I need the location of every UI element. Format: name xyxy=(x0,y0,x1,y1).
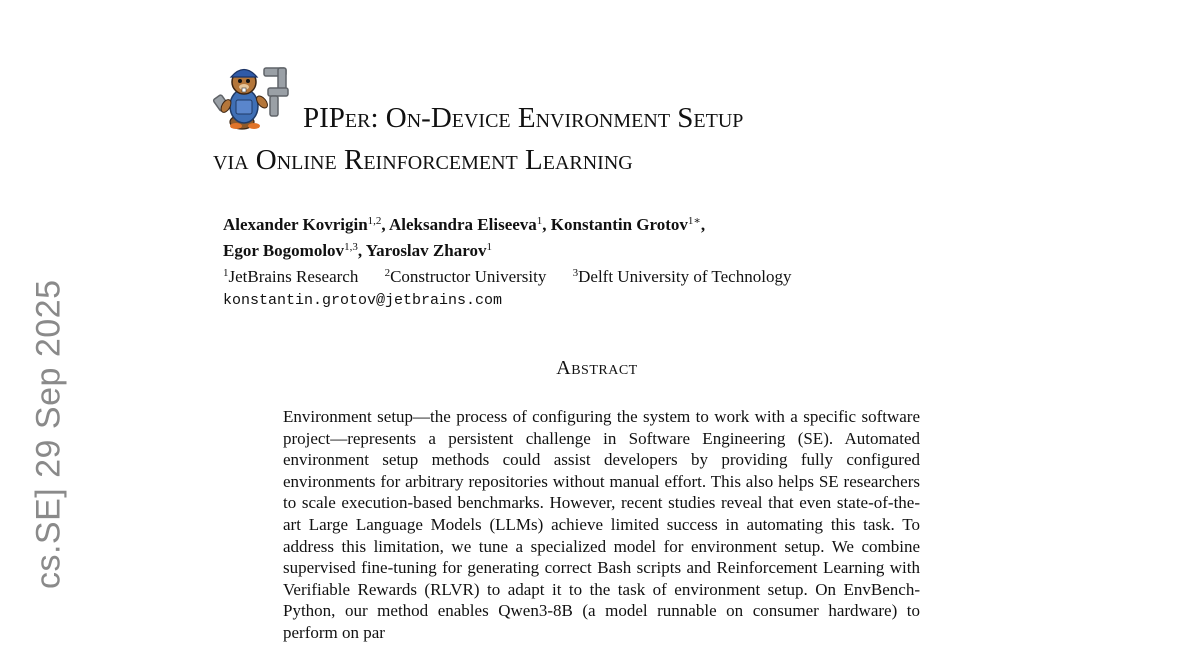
abstract-body xyxy=(283,406,920,644)
abstract-paragraph: Environment setup—the process of configuring the system to work with a specific software project—represents a persistent challenge in Software Engineering (SE). Automated environment setup methods could assist developers by providing fully configured environments for arbitrary repositories without manual effort. This also helps SE researchers to scale execution-based benchmarks. However, recent studies reveal that even state-of-the-art Large Language Models (LLMs) achieve limited success in automating this task. To address this limitation, we tune a specialized model for environment setup. We combine supervised fine-tuning for generating correct Bash scripts and Reinforcement Learning with Verifiable Rewards (RLVR) to adapt it to the task of environment setup. On EnvBench-Python, our method enables Qwen3-8B (a model runnable on consumer hardware) to perform on par xyxy=(283,407,920,642)
arxiv-side-stamp xyxy=(19,260,79,648)
paper-title xyxy=(213,97,973,181)
author-name: Egor Bogomolov xyxy=(223,241,345,260)
affiliations xyxy=(223,262,983,288)
affiliation-sup: 1 xyxy=(223,267,229,279)
abstract-heading-text: Abstract xyxy=(556,357,638,379)
affiliation-sup: 3 xyxy=(572,267,579,279)
abstract-heading xyxy=(0,357,1200,380)
arxiv-stamp-text: cs.SE] 29 Sep 2025 xyxy=(29,279,68,590)
author-separator: , xyxy=(381,215,389,234)
affiliation-name: JetBrains Research xyxy=(228,267,359,286)
author-name: Alexander Kovrigin xyxy=(223,215,368,234)
author-sup: 1 xyxy=(486,241,492,253)
author-sup: 1,3 xyxy=(344,241,358,253)
author-sup: 1 xyxy=(536,215,543,227)
affiliation xyxy=(223,267,358,286)
contact-email: konstantin.grotov@jetbrains.com xyxy=(223,292,503,309)
author-name: Konstantin Grotov xyxy=(550,215,688,234)
author-line-1 xyxy=(223,210,983,236)
affiliation xyxy=(385,267,547,286)
affiliation-name: Constructor University xyxy=(390,267,547,286)
author-line-2 xyxy=(223,236,983,262)
author-name: Aleksandra Eliseeva xyxy=(388,215,537,234)
author-block xyxy=(223,210,983,312)
affiliation-name: Delft University of Technology xyxy=(578,267,792,286)
author-separator: , xyxy=(542,215,551,234)
author-sup: 1∗ xyxy=(687,215,701,227)
author-sup: 1,2 xyxy=(367,215,382,227)
author-separator: , xyxy=(700,215,706,234)
affiliation-sup: 2 xyxy=(384,267,391,279)
author-name: Yaroslav Zharov xyxy=(365,241,487,260)
author-separator: , xyxy=(357,241,366,260)
title-line-1: PIPer: On-Device Environment Setup xyxy=(303,102,744,134)
affiliation xyxy=(573,267,792,286)
title-line-2: via Online Reinforcement Learning xyxy=(213,144,633,176)
